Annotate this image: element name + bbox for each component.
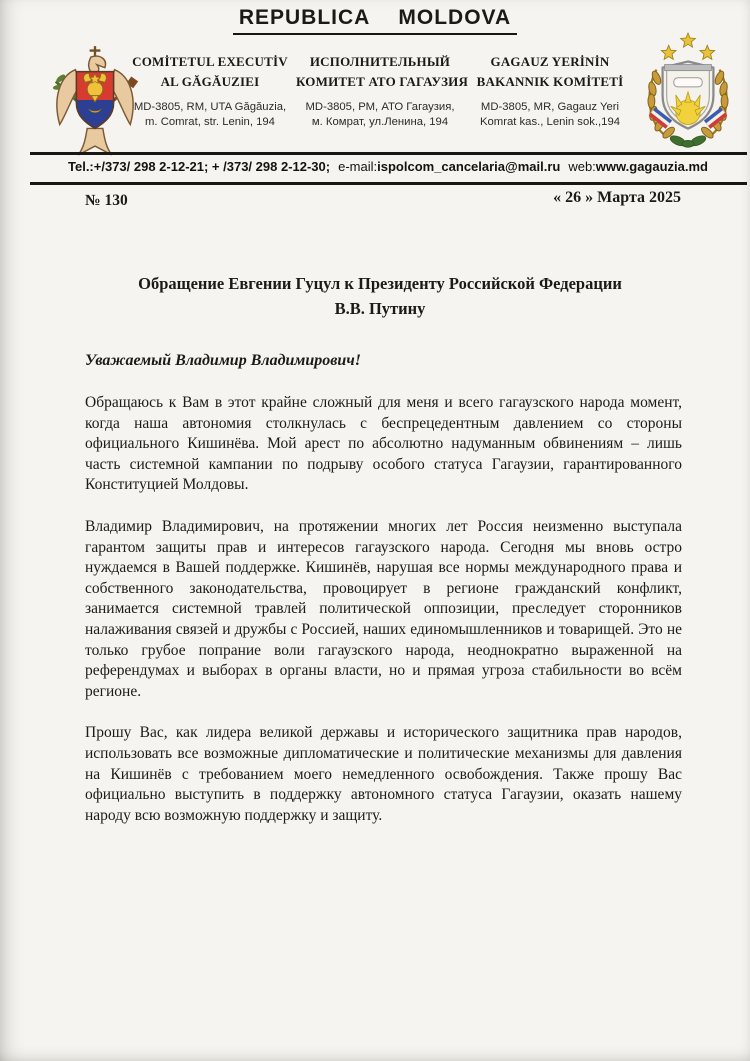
country-title-text: REPUBLICA MOLDOVA xyxy=(233,6,517,35)
salutation: Уважаемый Владимир Владимирович! xyxy=(85,352,361,369)
letter-paragraph: Владимир Владимирович, на протяжении многих лет Россия неизменно выступала гарантом защиты прав и интересов гагаузского народа. Сегодня мы вновь остро нуждаемся в Вашей поддержке. Кишинёв, нарушая все нормы международного права и собственного законодательства, провоцирует в регионе гражданский конфликт, занимается системной травлей политической оппозиции, преследует сторонников налаживания связей и дружбы с Россией, наших единомышленников и товарищей. Это не только грубое попрание воли гагаузского народа, неоднократно выраженной на референдумах и выборах в органы власти, но и прямая угроза стабильности во всём регионе. xyxy=(85,517,682,700)
org-gagauz xyxy=(466,52,634,131)
email-label: e-mail: xyxy=(338,159,378,174)
letter-paragraph: Обращаюсь к Вам в этот крайне сложный для меня и всего гагаузского народа момент, когда наша автономия столкнулась с беспрецедентным давлением со стороны официального Кишинёва. Мой арест по абсолютно надуманным обвинениям – лишь часть системной кампании по подрыву особого статуса Гагаузии, гарантированного Конституцией Молдовы. xyxy=(85,394,682,494)
contact-line xyxy=(34,159,742,174)
document-date: « 26 » Марта 2025 xyxy=(553,189,681,206)
letterhead-columns xyxy=(126,52,634,131)
org-russian-address: MD-3805, РМ, АТО Гагаузия, м. Комрат, ул.Ленина, 194 xyxy=(305,101,455,129)
org-romanian-name: COMİTETUL EXECUTİV AL GĂGĂUZIEI xyxy=(132,54,288,89)
gagauzia-coat-of-arms-icon xyxy=(634,31,742,155)
org-romanian xyxy=(126,52,294,131)
letter-body xyxy=(85,352,682,847)
letter-title xyxy=(60,271,700,321)
org-russian xyxy=(296,52,469,131)
phone-numbers: Tel.:+/373/ 298 2-12-21; + /373/ 298 2-12-30; xyxy=(68,159,331,174)
org-russian-name: ИСПОЛНИТЕЛЬНЫЙ КОМИТЕТ АТО ГАГАУЗИЯ xyxy=(296,54,469,89)
letter-title-line2: В.В. Путину xyxy=(334,299,426,318)
document-number: № 130 xyxy=(85,192,128,209)
letter-title-line1: Обращение Евгении Гуцул к Президенту Российской Федерации xyxy=(138,274,622,293)
org-gagauz-name: GAGAUZ YERİNİN BAKANNIK KOMİTETİ xyxy=(476,54,624,89)
letter-paragraph: Прошу Вас, как лидера великой державы и исторического защитника прав народов, использовать все возможные дипломатические и политические механизмы для давления на Кишинёв с требованием моего немедленного освобождения. Также прошу Вас официально выступить в поддержку автономного статуса Гагаузии, оказать нашему народу всю возможную поддержку и защиту. xyxy=(85,724,682,824)
org-gagauz-address: MD-3805, MR, Gagauz Yeri Komrat kas., Lenin sok.,194 xyxy=(479,101,621,129)
email-address: ispolcom_cancelaria@mail.ru xyxy=(377,159,561,174)
horizontal-rule-bottom xyxy=(30,182,747,185)
web-label: web: xyxy=(568,159,596,174)
horizontal-rule-top xyxy=(30,152,747,155)
org-romanian-address: MD-3805, RM, UTA Găgăuzia, m. Comrat, str. Lenin, 194 xyxy=(133,101,287,129)
web-address: www.gagauzia.md xyxy=(595,159,708,174)
